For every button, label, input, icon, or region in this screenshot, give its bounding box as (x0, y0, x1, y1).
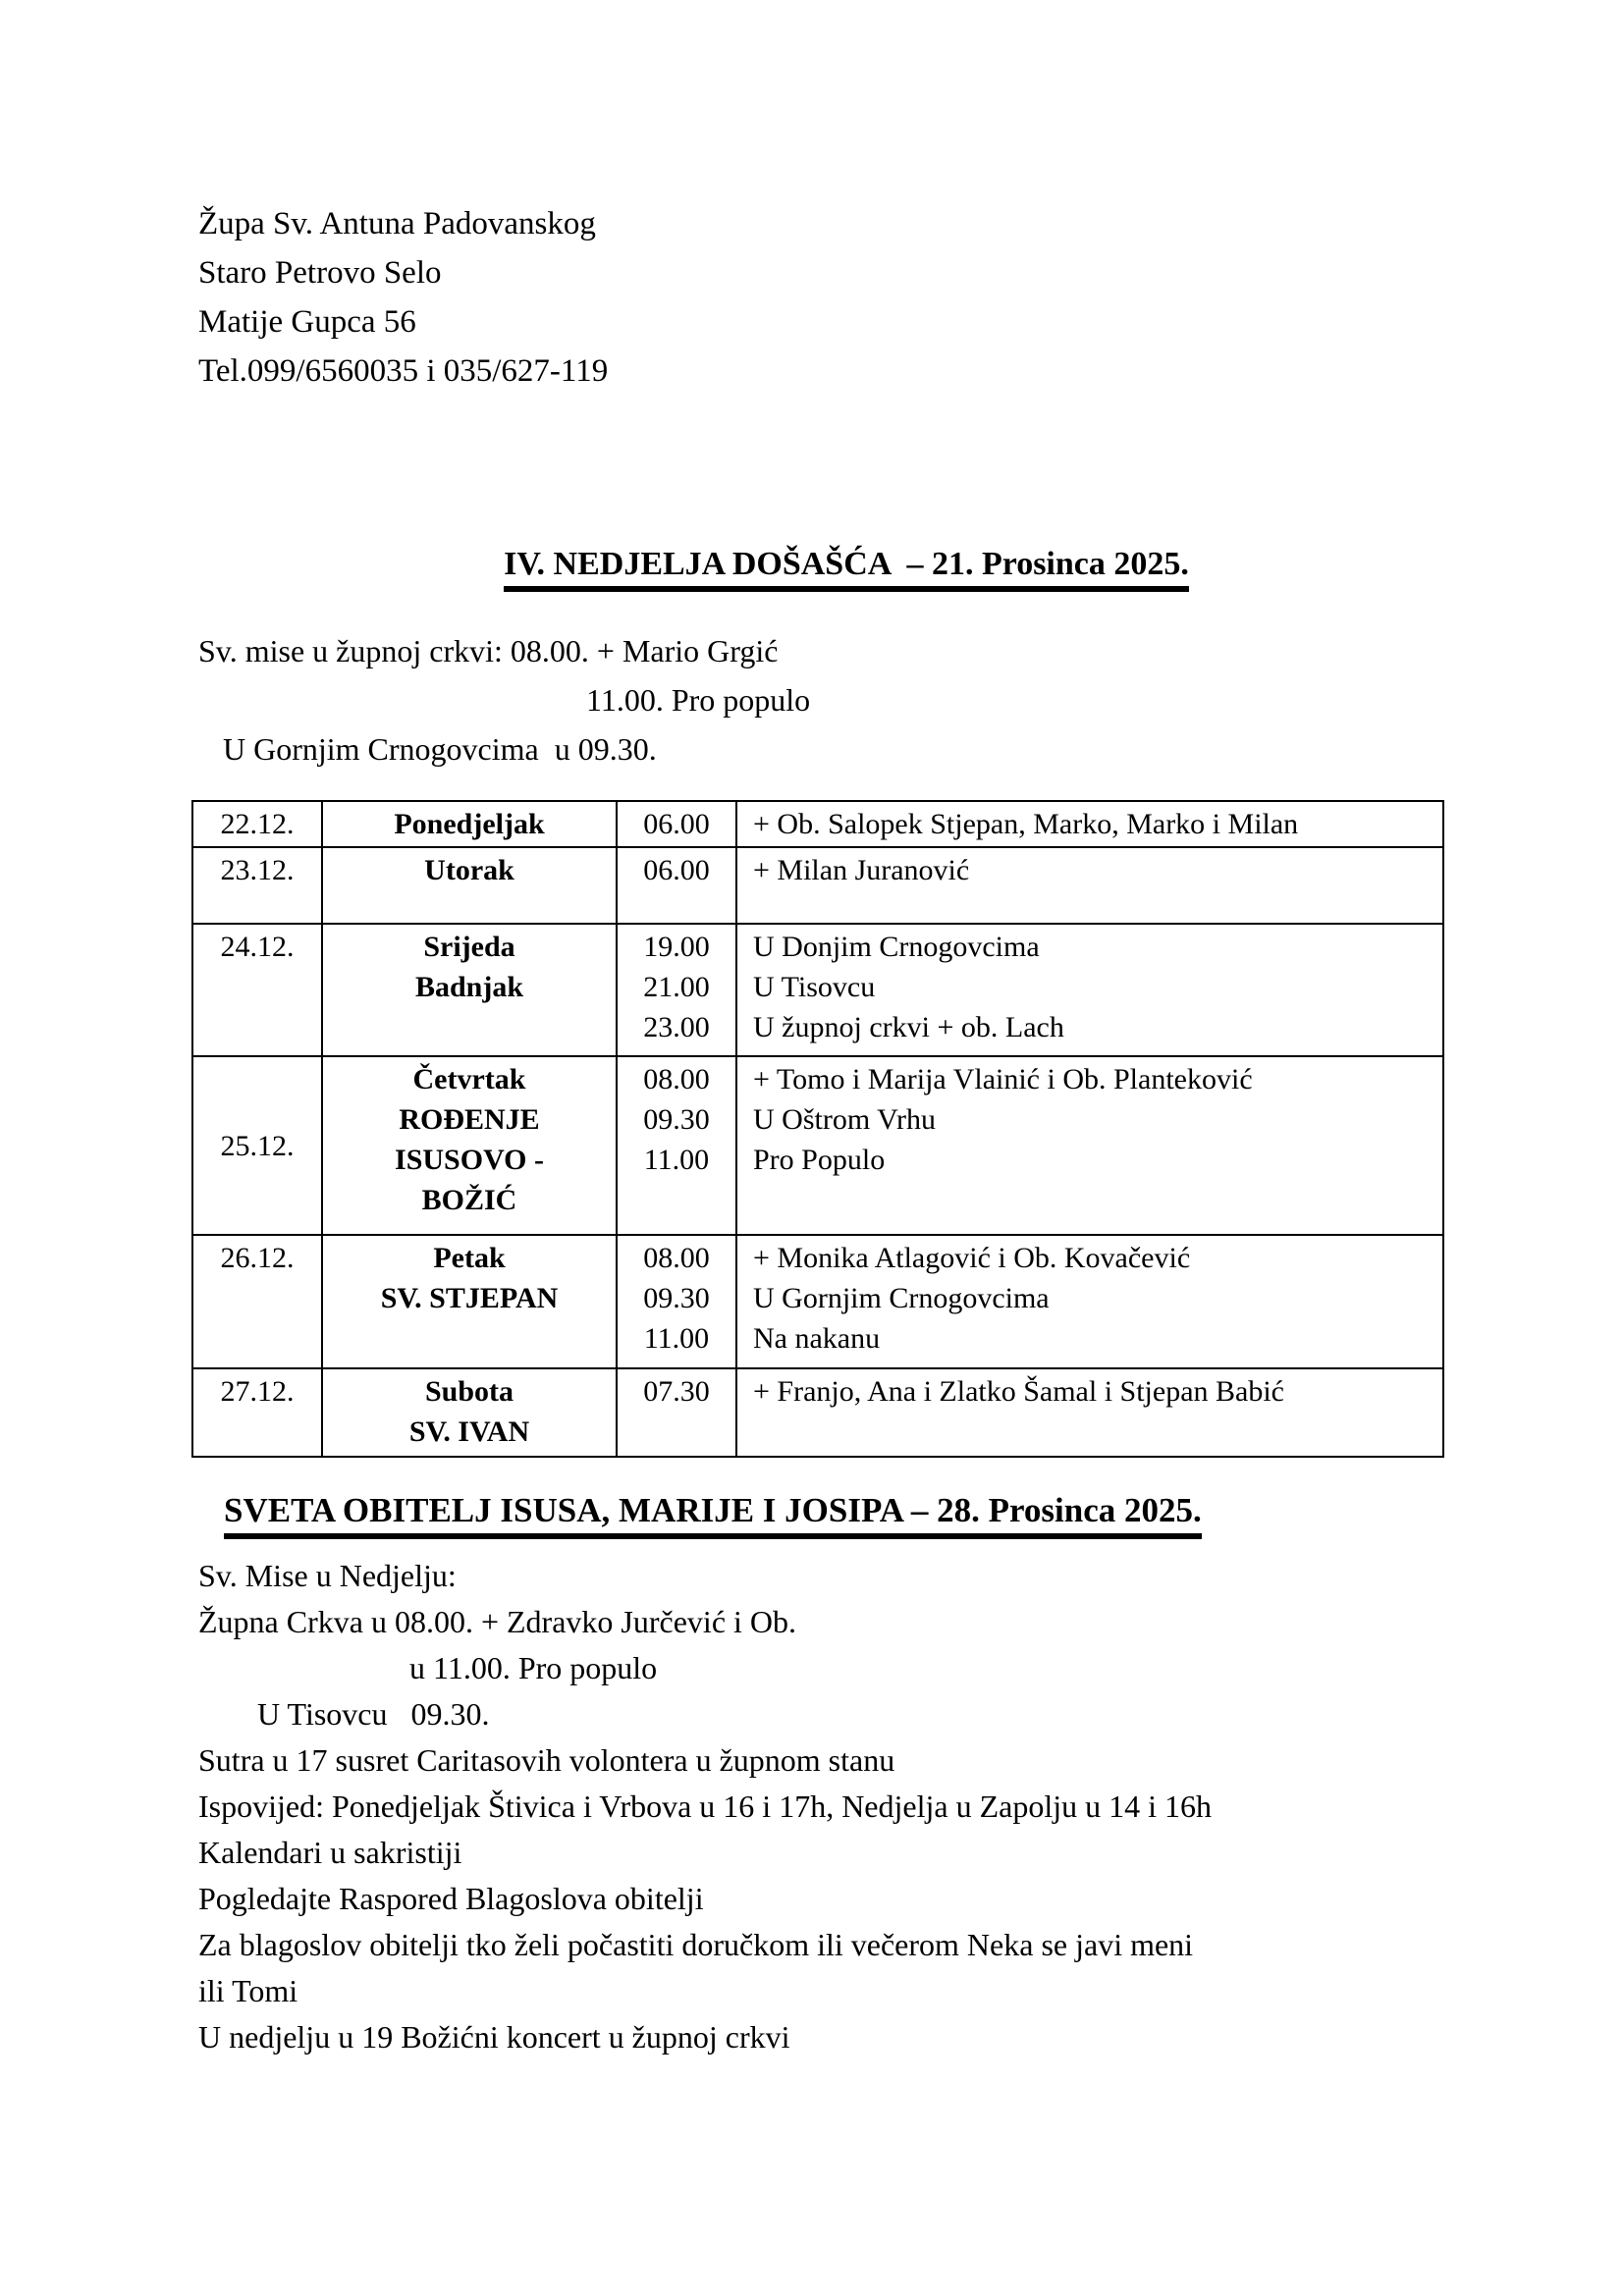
schedule-row (192, 847, 1443, 924)
event-cell (736, 924, 1443, 1056)
day-cell-line: Ponedjeljak (394, 808, 545, 840)
mass-line-propopulo: 11.00. Pro populo (586, 682, 811, 718)
day-cell (322, 1056, 617, 1235)
event-cell-line: + Milan Juranović (753, 854, 970, 886)
time-cell-line: 08.00 (643, 1242, 710, 1274)
date-cell-line: 27.12. (220, 1375, 295, 1408)
day-cell-line: Utorak (424, 854, 514, 886)
date-cell-line: 23.12. (220, 854, 295, 886)
time-cell (617, 1056, 736, 1235)
event-cell-line: Pro Populo (753, 1144, 886, 1176)
time-cell-line: 06.00 (643, 854, 710, 886)
event-cell-line: + Monika Atlagović i Ob. Kovačević (753, 1242, 1191, 1274)
time-cell (617, 847, 736, 924)
event-cell (736, 1368, 1443, 1457)
date-cell (192, 801, 322, 847)
date-cell (192, 924, 322, 1056)
schedule-table-body (192, 801, 1443, 1457)
schedule-row (192, 924, 1443, 1056)
section2 (198, 1488, 1212, 2060)
event-cell-line: + Franjo, Ana i Zlatko Šamal i Stjepan Babić (753, 1375, 1284, 1408)
date-cell (192, 1368, 322, 1457)
day-cell (322, 1368, 617, 1457)
section1-title: IV. NEDJELJA DOŠAŠĆA – 21. Prosinca 2025. (504, 546, 1189, 592)
date-cell-line: 25.12. (220, 1129, 295, 1162)
day-cell-line: Subota (424, 1375, 514, 1408)
time-cell-line: 11.00 (643, 1144, 710, 1176)
time-cell-line: 23.00 (643, 1011, 710, 1043)
time-cell-line: 08.00 (643, 1063, 710, 1095)
parish-city: Staro Petrovo Selo (198, 255, 442, 291)
announcement-line: U Tisovcu 09.30. (257, 1696, 490, 1732)
schedule-row (192, 1056, 1443, 1235)
time-cell-line: 06.00 (643, 808, 710, 840)
announcement-line: Ispovijed: Ponedjeljak Štivica i Vrbova u 16 i 17h, Nedjelja u Zapolju u 14 i 16h (198, 1789, 1212, 1824)
schedule-table (191, 800, 1444, 1458)
event-cell-line: Na nakanu (753, 1322, 881, 1355)
parish-header (198, 199, 608, 396)
event-cell (736, 847, 1443, 924)
date-cell (192, 1056, 322, 1235)
day-cell (322, 924, 617, 1056)
section2-title-row (224, 1488, 1212, 1533)
schedule-row (192, 1235, 1443, 1368)
time-cell-line: 11.00 (643, 1322, 710, 1355)
day-cell-line: Četvrtak (412, 1063, 526, 1095)
announcement-line: Sutra u 17 susret Caritasovih volontera u župnom stanu (198, 1742, 895, 1778)
day-cell-line: BOŽIĆ (421, 1184, 517, 1216)
event-cell-line: U Donjim Crnogovcima (753, 931, 1040, 963)
parish-name: Župa Sv. Antuna Padovanskog (198, 206, 596, 241)
section1-mass-lines (198, 626, 810, 774)
parish-phone: Tel.099/6560035 i 035/627-119 (198, 353, 609, 389)
event-cell-line: + Tomo i Marija Vlainić i Ob. Planteković (753, 1063, 1253, 1095)
day-cell-line: Petak (433, 1242, 506, 1274)
event-cell (736, 801, 1443, 847)
time-cell (617, 1368, 736, 1457)
mass-line-crnogovci: U Gornjim Crnogovcima u 09.30. (223, 731, 657, 767)
time-cell-line: 19.00 (643, 931, 710, 963)
day-cell-line: SV. STJEPAN (380, 1282, 559, 1314)
day-cell (322, 847, 617, 924)
time-cell (617, 924, 736, 1056)
event-cell (736, 1056, 1443, 1235)
event-cell (736, 1235, 1443, 1368)
day-cell-line: ROĐENJE (399, 1103, 540, 1136)
parish-street: Matije Gupca 56 (198, 304, 416, 340)
time-cell (617, 801, 736, 847)
announcement-line: ili Tomi (198, 1973, 298, 2008)
section1-title-row (196, 546, 1496, 583)
day-cell (322, 801, 617, 847)
date-cell-line: 24.12. (220, 931, 295, 963)
schedule-row (192, 1368, 1443, 1457)
announcement-line: U nedjelju u 19 Božićni koncert u župnoj crkvi (198, 2019, 790, 2055)
time-cell (617, 1235, 736, 1368)
event-cell-line: U Oštrom Vrhu (753, 1103, 936, 1136)
time-cell-line: 09.30 (643, 1103, 710, 1136)
day-cell-line: ISUSOVO - (395, 1144, 544, 1176)
section2-title: SVETA OBITELJ ISUSA, MARIJE I JOSIPA – 28. Prosinca 2025. (224, 1491, 1202, 1539)
announcement-line: u 11.00. Pro populo (409, 1650, 658, 1685)
schedule-row (192, 801, 1443, 847)
time-cell-line: 07.30 (643, 1375, 710, 1408)
announcement-line: Župna Crkva u 08.00. + Zdravko Jurčević i Ob. (198, 1604, 797, 1639)
date-cell-line: 22.12. (220, 808, 295, 840)
announcement-line: Pogledajte Raspored Blagoslova obitelji (198, 1881, 704, 1916)
day-cell-line: SV. IVAN (408, 1415, 530, 1448)
event-cell-line: U Gornjim Crnogovcima (753, 1282, 1050, 1314)
announcement-line: Za blagoslov obitelji tko želi počastiti doručkom ili večerom Neka se javi meni (198, 1927, 1194, 1962)
event-cell-line: U župnoj crkvi + ob. Lach (753, 1011, 1064, 1043)
event-cell-line: + Ob. Salopek Stjepan, Marko, Marko i Milan (753, 808, 1299, 840)
date-cell (192, 1235, 322, 1368)
announcement-line: Kalendari u sakristiji (198, 1835, 462, 1870)
day-cell-line: Badnjak (414, 971, 524, 1003)
announcement-line: Sv. Mise u Nedjelju: (198, 1558, 457, 1593)
day-cell-line: Srijeda (423, 931, 515, 963)
time-cell-line: 09.30 (643, 1282, 710, 1314)
time-cell-line: 21.00 (643, 971, 710, 1003)
date-cell-line: 26.12. (220, 1242, 295, 1274)
date-cell (192, 847, 322, 924)
event-cell-line: U Tisovcu (753, 971, 876, 1003)
mass-line-parish: Sv. mise u župnoj crkvi: 08.00. + Mario Grgić (198, 633, 779, 668)
day-cell (322, 1235, 617, 1368)
